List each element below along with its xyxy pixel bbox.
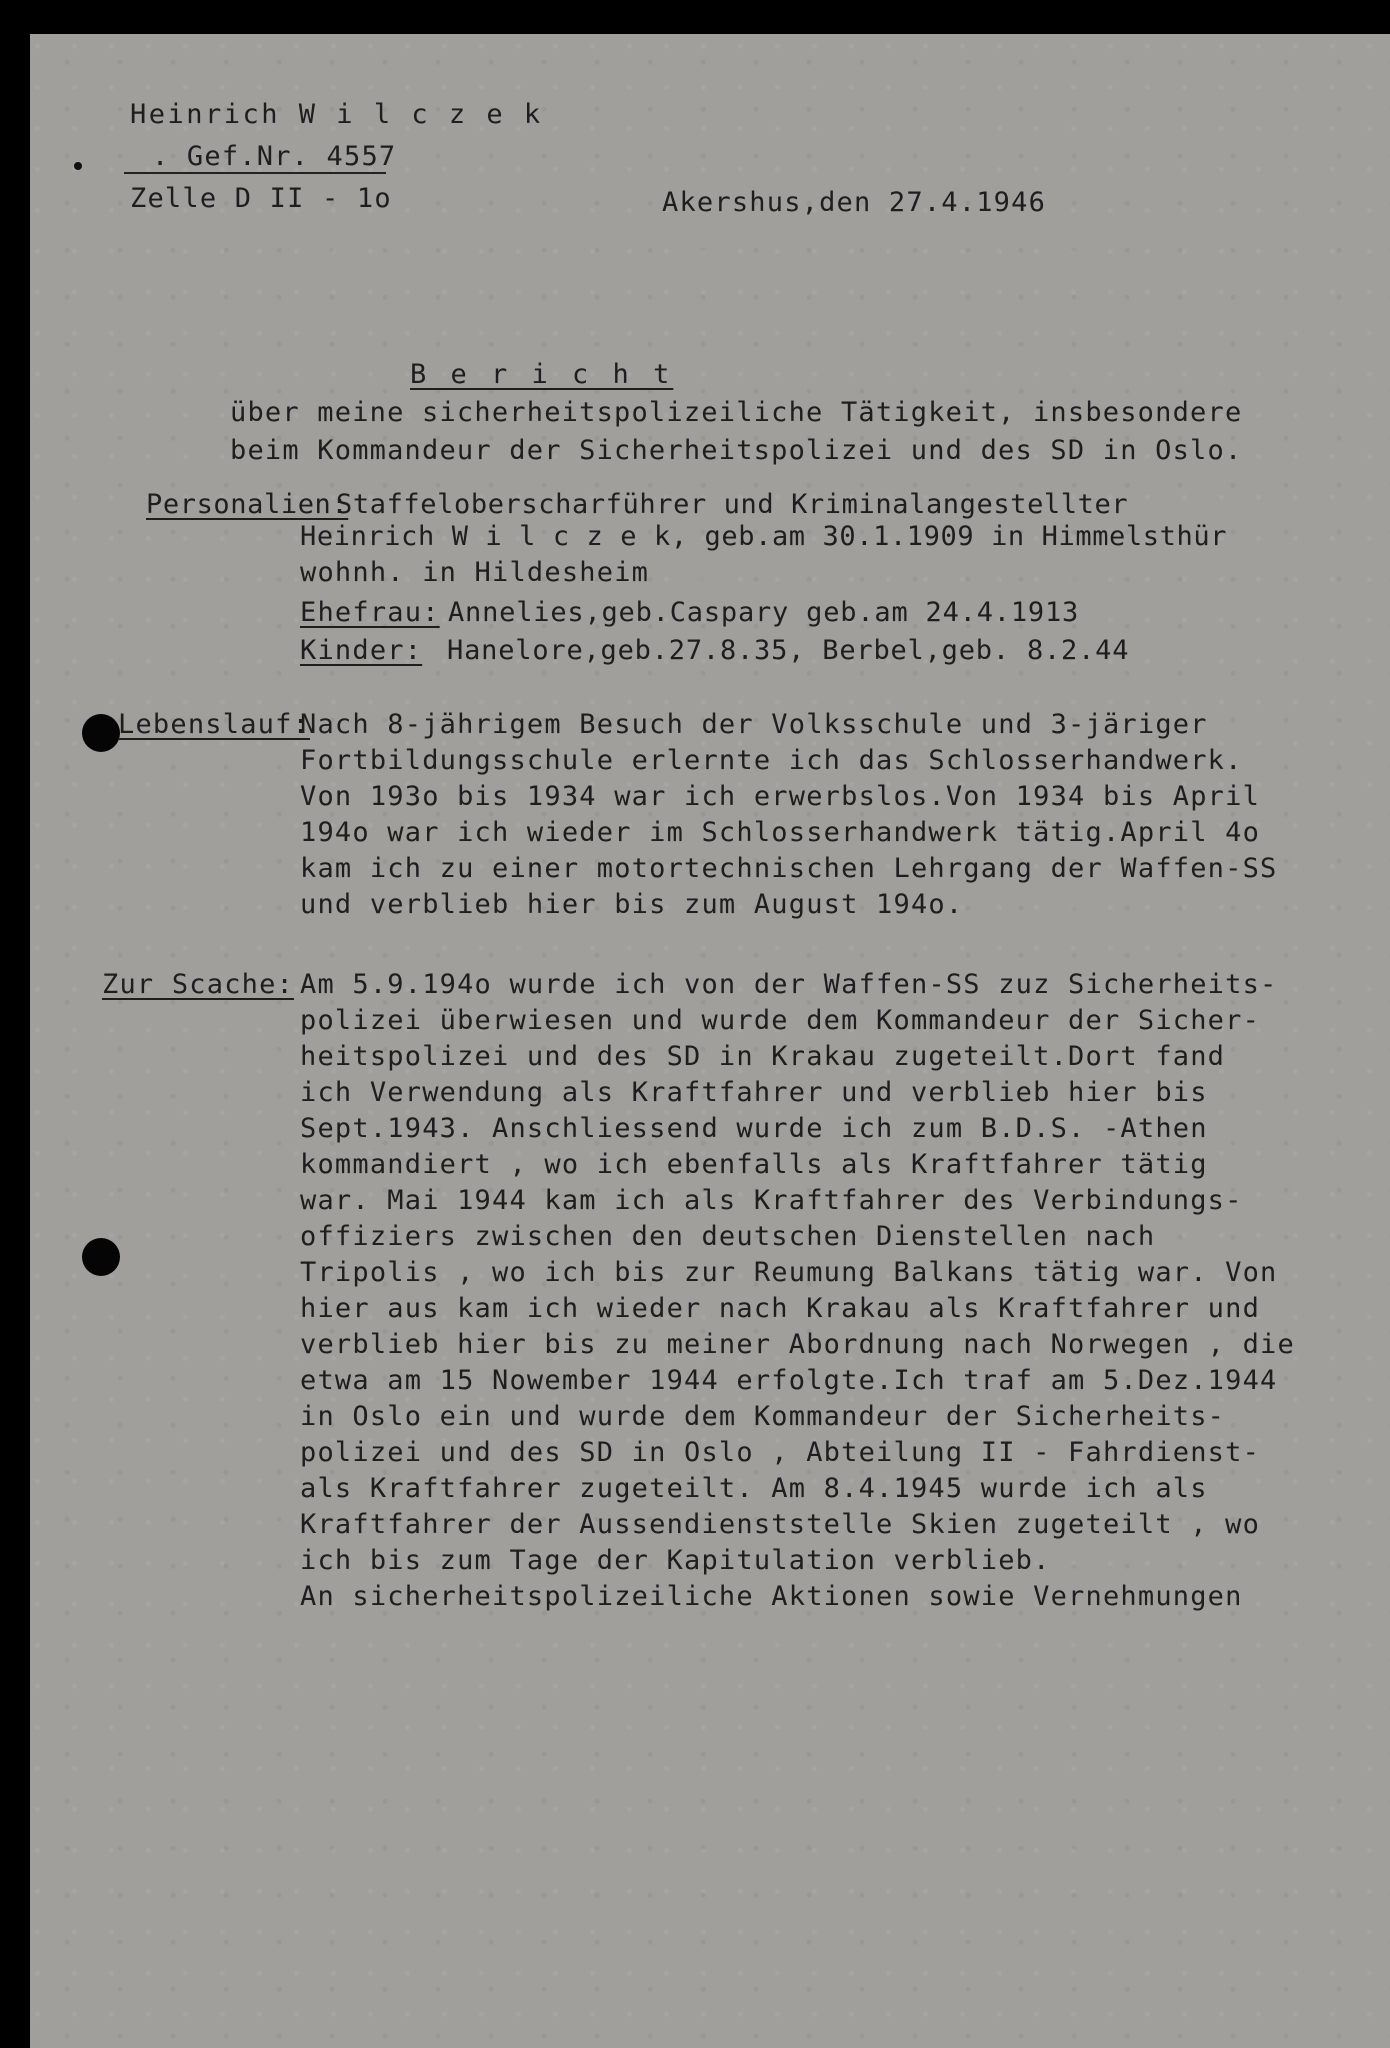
- ehefrau-label: Ehefrau:: [300, 597, 440, 628]
- personalien-line-3: wohnh. in Hildesheim: [300, 557, 650, 588]
- zur-sache-line: polizei überwiesen und wurde dem Kommandeur der Sicher-: [300, 1005, 1261, 1036]
- personalien-line-1: Staffeloberscharführer und Kriminalangestellter: [336, 489, 1129, 520]
- lebenslauf-line: Von 193o bis 1934 war ich erwerbslos.Von 1934 bis April: [300, 781, 1261, 812]
- personalien-label: Personalien:: [146, 489, 349, 520]
- zur-sache-line: hier aus kam ich wieder nach Krakau als Kraftfahrer und: [300, 1293, 1261, 1324]
- lebenslauf-line: Fortbildungsschule erlernte ich das Schlosserhandwerk.: [300, 745, 1243, 776]
- zur-sache-line: Sept.1943. Anschliessend wurde ich zum B.D.S. -Athen: [300, 1113, 1208, 1144]
- lebenslauf-line: kam ich zu einer motortechnischen Lehrgang der Waffen-SS: [300, 853, 1278, 884]
- kinder-text: Hanelore,geb.27.8.35, Berbel,geb. 8.2.44: [430, 635, 1130, 666]
- punch-hole-top: [82, 714, 120, 752]
- zur-sache-line: als Kraftfahrer zugeteilt. Am 8.4.1945 wurde ich als: [300, 1473, 1208, 1504]
- lebenslauf-line: Nach 8-jährigem Besuch der Volksschule und 3-järiger: [300, 709, 1208, 740]
- kinder-label: Kinder:: [300, 635, 423, 666]
- zur-sache-line: An sicherheitspolizeiliche Aktionen sowie Vernehmungen: [300, 1581, 1243, 1612]
- header-zelle: Zelle D II - 1o: [130, 183, 392, 214]
- zur-sache-line: offiziers zwischen den deutschen Dienstellen nach: [300, 1221, 1156, 1252]
- zur-sache-line: heitspolizei und des SD in Krakau zugeteilt.Dort fand: [300, 1041, 1226, 1072]
- zur-sache-line: war. Mai 1944 kam ich als Kraftfahrer des Verbindungs-: [300, 1185, 1243, 1216]
- zur-sache-line: ich Verwendung als Kraftfahrer und verblieb hier bis: [300, 1077, 1208, 1108]
- punch-hole-bottom: [82, 1238, 120, 1276]
- header-place-date: Akershus,den 27.4.1946: [662, 187, 1047, 218]
- lebenslauf-line: und verblieb hier bis zum August 194o.: [300, 889, 964, 920]
- lebenslauf-line: 194o war ich wieder im Schlosserhandwerk tätig.April 4o: [300, 817, 1261, 848]
- zur-sache-line: in Oslo ein und wurde dem Kommandeur der Sicherheits-: [300, 1401, 1226, 1432]
- lebenslauf-label: Lebenslauf:: [118, 709, 311, 740]
- report-heading: B e r i c h t: [410, 359, 674, 390]
- zur-sache-line: polizei und des SD in Oslo , Abteilung II - Fahrdienst-: [300, 1437, 1261, 1468]
- zur-sache-line: kommandiert , wo ich ebenfalls als Kraftfahrer tätig: [300, 1149, 1208, 1180]
- zur-sache-line: ich bis zum Tage der Kapitulation verblieb.: [300, 1545, 1051, 1576]
- header-underline: [124, 172, 386, 174]
- margin-dot: [74, 162, 82, 170]
- report-subtitle-1: über meine sicherheitspolizeiliche Tätigkeit, insbesondere: [230, 397, 1243, 428]
- header-gef-nr: . Gef.Nr. 4557: [152, 141, 397, 172]
- zur-sache-label: Zur Scache:: [102, 969, 295, 1000]
- zur-sache-line: Kraftfahrer der Aussendienststelle Skien zugeteilt , wo: [300, 1509, 1261, 1540]
- zur-sache-line: verblieb hier bis zu meiner Abordnung nach Norwegen , die: [300, 1329, 1295, 1360]
- zur-sache-line: Tripolis , wo ich bis zur Reumung Balkans tätig war. Von: [300, 1257, 1278, 1288]
- ehefrau-text: Annelies,geb.Caspary geb.am 24.4.1913: [448, 597, 1080, 628]
- document-page: [30, 34, 1390, 2048]
- personalien-line-2: Heinrich W i l c z e k, geb.am 30.1.1909 in Himmelsthür: [300, 521, 1228, 552]
- zur-sache-line: etwa am 15 Nowember 1944 erfolgte.Ich traf am 5.Dez.1944: [300, 1365, 1278, 1396]
- zur-sache-line: Am 5.9.194o wurde ich von der Waffen-SS zuz Sicherheits-: [300, 969, 1278, 1000]
- header-name: Heinrich W i l c z e k: [130, 99, 543, 130]
- report-subtitle-2: beim Kommandeur der Sicherheitspolizei und des SD in Oslo.: [230, 435, 1243, 466]
